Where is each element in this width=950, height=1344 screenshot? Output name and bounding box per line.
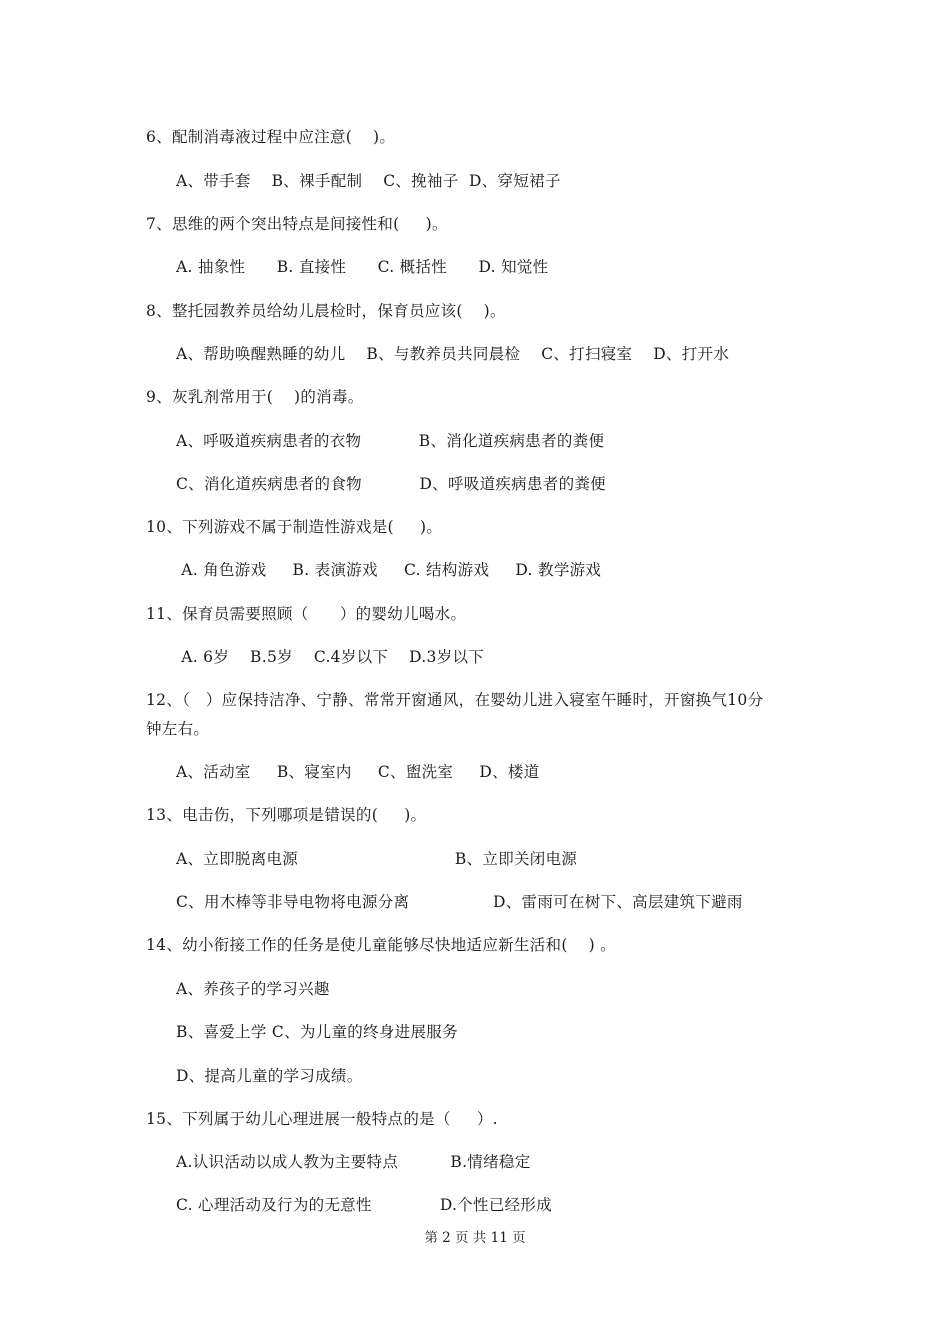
question-6: 6、配制消毒液过程中应注意( )。 [146,128,396,146]
page-footer: 第 2 页 共 11 页 [424,1230,526,1246]
options-10: A. 角色游戏 B. 表演游戏 C. 结构游戏 D. 教学游戏 [176,561,602,579]
question-9: 9、灰乳剂常用于( )的消毒。 [146,388,364,406]
options-13-row2: C、用木棒等非导电物将电源分离 D、雷雨可在树下、高层建筑下避雨 [176,893,743,911]
options-15-row2: C. 心理活动及行为的无意性 D.个性已经形成 [176,1196,553,1214]
options-14-a: A、养孩子的学习兴趣 [176,980,330,998]
options-7: A. 抽象性 B. 直接性 C. 概括性 D. 知觉性 [176,258,549,276]
options-11: A. 6岁 B.5岁 C.4岁以下 D.3岁以下 [176,648,485,666]
question-11: 11、保育员需要照顾（ ）的婴幼儿喝水。 [146,605,467,623]
options-15-row1: A.认识活动以成人教为主要特点 B.情绪稳定 [176,1153,531,1171]
options-13-row1: A、立即脱离电源 B、立即关闭电源 [176,850,578,868]
question-14: 14、幼小衔接工作的任务是使儿童能够尽快地适应新生活和( ) 。 [146,936,616,954]
question-10: 10、下列游戏不属于制造性游戏是( )。 [146,518,443,536]
options-9-row2: C、消化道疾病患者的食物 D、呼吸道疾病患者的粪便 [176,475,606,493]
options-9-row1: A、呼吸道疾病患者的衣物 B、消化道疾病患者的粪便 [176,432,605,450]
question-15: 15、下列属于幼儿心理进展一般特点的是（ ）. [146,1110,498,1128]
options-12: A、活动室 B、寝室内 C、盥洗室 D、楼道 [176,763,540,781]
question-7: 7、思维的两个突出特点是间接性和( )。 [146,215,448,233]
question-8: 8、整托园教养员给幼儿晨检时，保育员应该( )。 [146,302,506,320]
options-6: A、带手套 B、裸手配制 C、挽袖子 D、穿短裙子 [176,172,561,190]
question-12-cont: 钟左右。 [146,720,210,738]
question-13: 13、电击伤，下列哪项是错误的( )。 [146,806,427,824]
options-8: A、帮助唤醒熟睡的幼儿 B、与教养员共同晨检 C、打扫寝室 D、打开水 [176,345,730,363]
question-12: 12、（ ）应保持洁净、宁静、常常开窗通风，在婴幼儿进入寝室午睡时，开窗换气10分 [146,691,764,709]
options-14-bc: B、喜爱上学 C、为儿童的终身进展服务 [176,1023,458,1041]
options-14-d: D、提高儿童的学习成绩。 [176,1067,363,1085]
